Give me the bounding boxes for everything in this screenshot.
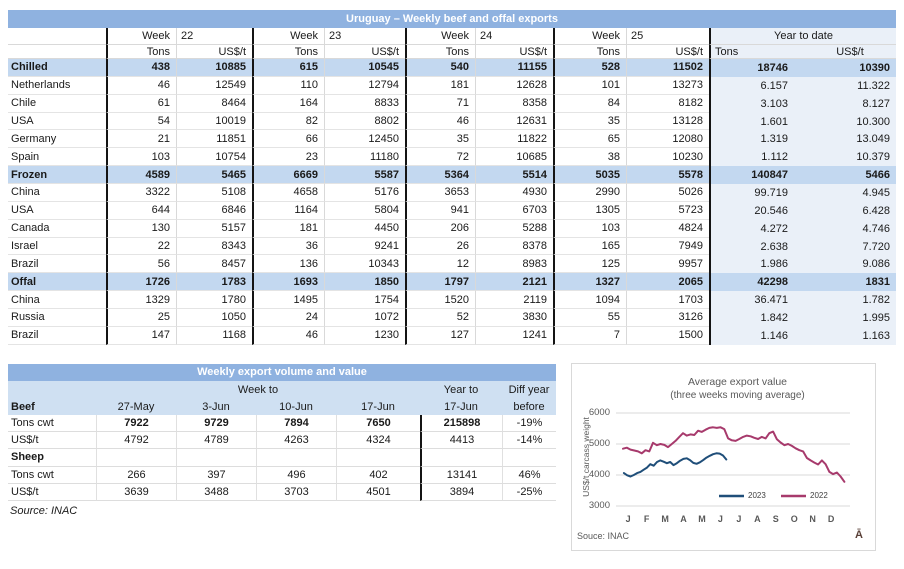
- week-value: 1500: [626, 327, 709, 345]
- ytd-value: 8.127: [804, 95, 896, 113]
- week-value: 1327: [553, 273, 626, 291]
- row-label-spacer: [8, 45, 106, 59]
- week-value: 12: [405, 255, 475, 273]
- table1-title: Uruguay – Weekly beef and offal exports: [8, 10, 896, 28]
- week-value: 941: [405, 202, 475, 220]
- week-value: 7: [553, 327, 626, 345]
- x-month-label: A: [680, 514, 687, 524]
- x-month-label: F: [643, 514, 650, 524]
- week-value: 66: [252, 130, 324, 148]
- ytd-value: 140847: [709, 166, 804, 184]
- data-value: 3703: [256, 484, 336, 501]
- tons-subheader: Tons: [405, 45, 475, 59]
- ytd-value: 2.638: [709, 238, 804, 256]
- x-month-label: S: [772, 514, 779, 524]
- row-label: Sheep: [8, 449, 96, 466]
- week-value: 4824: [626, 220, 709, 238]
- week-value: 65: [553, 130, 626, 148]
- week-value: 4589: [106, 166, 176, 184]
- row-label: Brazil: [8, 327, 106, 345]
- week-header: Week: [252, 28, 324, 45]
- chart-subtitle: (three weeks moving average): [670, 390, 805, 401]
- week-value: 10343: [324, 255, 405, 273]
- week-value: 1780: [176, 291, 252, 309]
- week-value: 71: [405, 95, 475, 113]
- data-value: 3894: [420, 484, 502, 501]
- week-value: 12080: [626, 130, 709, 148]
- week-value: 1241: [475, 327, 553, 345]
- week-value: 52: [405, 309, 475, 327]
- x-month-label: A: [754, 514, 761, 524]
- week-value: 10230: [626, 148, 709, 166]
- row-label: Spain: [8, 148, 106, 166]
- x-month-label: M: [661, 514, 669, 524]
- week-value: 8343: [176, 238, 252, 256]
- week-value: 101: [553, 77, 626, 95]
- week-value: 8464: [176, 95, 252, 113]
- row-label: Tons cwt: [8, 415, 96, 432]
- week-value: 1495: [252, 291, 324, 309]
- week-value: 110: [252, 77, 324, 95]
- week-value: 3126: [626, 309, 709, 327]
- week-value: 46: [405, 113, 475, 131]
- week-value: 9957: [626, 255, 709, 273]
- data-value: 4324: [336, 432, 420, 449]
- week-number: 23: [324, 28, 405, 45]
- week-value: 5465: [176, 166, 252, 184]
- series-line-2022: [623, 427, 844, 482]
- week-value: 24: [252, 309, 324, 327]
- ytd-value: 20.546: [709, 202, 804, 220]
- week-value: 1726: [106, 273, 176, 291]
- ytd-value: 3.103: [709, 95, 804, 113]
- week-value: 12628: [475, 77, 553, 95]
- ytd-value: 10.379: [804, 148, 896, 166]
- week-value: 5804: [324, 202, 405, 220]
- diff-value: 46%: [502, 467, 556, 484]
- week-value: 55: [553, 309, 626, 327]
- row-label: China: [8, 184, 106, 202]
- week-value: 8833: [324, 95, 405, 113]
- ytd-value: 18746: [709, 59, 804, 77]
- week-value: 7949: [626, 238, 709, 256]
- week-value: 82: [252, 113, 324, 131]
- usd-subheader: US$/t: [626, 45, 709, 59]
- week-value: 103: [553, 220, 626, 238]
- week-value: 5176: [324, 184, 405, 202]
- chart-source: Souce: INAC: [577, 531, 630, 541]
- diff-value: -19%: [502, 415, 556, 432]
- weekly-volume-value-table: [8, 364, 556, 517]
- data-value: [176, 449, 256, 466]
- week-value: 3830: [475, 309, 553, 327]
- week-value: 644: [106, 202, 176, 220]
- x-month-label: D: [827, 514, 835, 524]
- week-value: 130: [106, 220, 176, 238]
- week-value: 2119: [475, 291, 553, 309]
- week-value: 5723: [626, 202, 709, 220]
- week-value: 1520: [405, 291, 475, 309]
- week-value: 5035: [553, 166, 626, 184]
- week-value: 8802: [324, 113, 405, 131]
- week-value: 1850: [324, 273, 405, 291]
- ytd-value: 1.782: [804, 291, 896, 309]
- week-value: 5364: [405, 166, 475, 184]
- week-value: 1703: [626, 291, 709, 309]
- table1-grid: [8, 28, 896, 345]
- week-value: 4658: [252, 184, 324, 202]
- row-label: Brazil: [8, 255, 106, 273]
- ytd-value: 10.300: [804, 113, 896, 131]
- y-tick-label: 3000: [588, 500, 610, 511]
- week-number: 25: [626, 28, 709, 45]
- week-value: 5026: [626, 184, 709, 202]
- week-value: 5108: [176, 184, 252, 202]
- week-value: 4930: [475, 184, 553, 202]
- year-to-header: Year to: [420, 381, 502, 398]
- table2-source: Source: INAC: [10, 504, 78, 517]
- ytd-value: 1.995: [804, 309, 896, 327]
- week-date-col: 17-Jun: [336, 398, 420, 415]
- row-label: US$/t: [8, 484, 96, 501]
- series-line-2023: [624, 453, 726, 476]
- ytd-tons-subheader: Tons: [709, 45, 804, 59]
- week-value: 61: [106, 95, 176, 113]
- week-value: 22: [106, 238, 176, 256]
- ytd-value: 1.163: [804, 327, 896, 345]
- week-value: 25: [106, 309, 176, 327]
- week-value: 13273: [626, 77, 709, 95]
- week-value: 35: [405, 130, 475, 148]
- week-date-col: 10-Jun: [256, 398, 336, 415]
- week-value: 84: [553, 95, 626, 113]
- export-value-chart: [571, 363, 876, 551]
- week-value: 46: [252, 327, 324, 345]
- row-label: USA: [8, 202, 106, 220]
- y-tick-label: 5000: [588, 438, 610, 449]
- data-value: 266: [96, 467, 176, 484]
- week-value: 5514: [475, 166, 553, 184]
- row-label: Israel: [8, 238, 106, 256]
- week-date-col: 27-May: [96, 398, 176, 415]
- data-value: 7894: [256, 415, 336, 432]
- week-value: 11851: [176, 130, 252, 148]
- week-value: 38: [553, 148, 626, 166]
- week-value: 2121: [475, 273, 553, 291]
- week-value: 5578: [626, 166, 709, 184]
- week-date-col: 3-Jun: [176, 398, 256, 415]
- data-value: 4263: [256, 432, 336, 449]
- data-value: 496: [256, 467, 336, 484]
- ytd-usd-subheader: US$/t: [804, 45, 896, 59]
- row-label: Offal: [8, 273, 106, 291]
- data-value: 4792: [96, 432, 176, 449]
- chart-y-axis-label: US$/t carcass weight: [581, 417, 591, 497]
- week-number: 24: [475, 28, 553, 45]
- week-value: 46: [106, 77, 176, 95]
- week-value: 3322: [106, 184, 176, 202]
- ytd-value: 10390: [804, 59, 896, 77]
- row-label: Germany: [8, 130, 106, 148]
- week-value: 4450: [324, 220, 405, 238]
- row-label: Canada: [8, 220, 106, 238]
- data-value: [336, 449, 420, 466]
- week-value: 125: [553, 255, 626, 273]
- week-value: 5587: [324, 166, 405, 184]
- ytd-value: 6.157: [709, 77, 804, 95]
- ytd-value: 1.601: [709, 113, 804, 131]
- diff-value: -25%: [502, 484, 556, 501]
- row-label: Tons cwt: [8, 467, 96, 484]
- x-month-label: J: [625, 514, 631, 524]
- week-value: 5288: [475, 220, 553, 238]
- diff-value: [502, 449, 556, 466]
- week-value: 9241: [324, 238, 405, 256]
- week-value: 8983: [475, 255, 553, 273]
- row-label: Russia: [8, 309, 106, 327]
- table2-title: Weekly export volume and value: [8, 364, 556, 381]
- week-header: Week: [553, 28, 626, 45]
- x-month-label: N: [809, 514, 816, 524]
- data-value: 402: [336, 467, 420, 484]
- week-number: 22: [176, 28, 252, 45]
- week-value: 11155: [475, 59, 553, 77]
- row-label: Netherlands: [8, 77, 106, 95]
- week-value: 10545: [324, 59, 405, 77]
- legend-label-2022: 2022: [810, 491, 828, 500]
- week-value: 147: [106, 327, 176, 345]
- tons-subheader: Tons: [553, 45, 626, 59]
- tons-subheader: Tons: [106, 45, 176, 59]
- data-value: 9729: [176, 415, 256, 432]
- usd-subheader: US$/t: [475, 45, 553, 59]
- week-value: 1305: [553, 202, 626, 220]
- data-value: 4501: [336, 484, 420, 501]
- week-value: 11180: [324, 148, 405, 166]
- week-value: 3653: [405, 184, 475, 202]
- week-value: 164: [252, 95, 324, 113]
- week-value: 10885: [176, 59, 252, 77]
- week-value: 540: [405, 59, 475, 77]
- ytd-value: 11.322: [804, 77, 896, 95]
- ytd-value: 4.272: [709, 220, 804, 238]
- x-month-label: J: [717, 514, 723, 524]
- diff-value: -14%: [502, 432, 556, 449]
- ytd-value: 4.945: [804, 184, 896, 202]
- week-value: 8457: [176, 255, 252, 273]
- data-value: 3488: [176, 484, 256, 501]
- data-value: 397: [176, 467, 256, 484]
- inac-logo-glyph: Ā: [855, 529, 863, 541]
- week-value: 11822: [475, 130, 553, 148]
- week-header: Week: [405, 28, 475, 45]
- usd-subheader: US$/t: [176, 45, 252, 59]
- data-value: 13141: [420, 467, 502, 484]
- week-value: 127: [405, 327, 475, 345]
- ytd-value: 1.986: [709, 255, 804, 273]
- ytd-value: 1831: [804, 273, 896, 291]
- x-month-label: J: [736, 514, 742, 524]
- y-tick-label: 4000: [588, 469, 610, 480]
- week-value: 1754: [324, 291, 405, 309]
- week-value: 12631: [475, 113, 553, 131]
- ytd-value: 13.049: [804, 130, 896, 148]
- week-value: 23: [252, 148, 324, 166]
- beef-header: Beef: [8, 398, 96, 415]
- week-value: 528: [553, 59, 626, 77]
- week-value: 6669: [252, 166, 324, 184]
- chart-title: Average export value: [687, 376, 788, 388]
- year-to-date-col: 17-Jun: [420, 398, 502, 415]
- week-value: 2065: [626, 273, 709, 291]
- week-value: 26: [405, 238, 475, 256]
- week-value: 13128: [626, 113, 709, 131]
- ytd-value: 99.719: [709, 184, 804, 202]
- table2-grid: [8, 381, 556, 501]
- corner-spacer: [8, 28, 106, 45]
- data-value: 7650: [336, 415, 420, 432]
- week-header: Week: [106, 28, 176, 45]
- data-value: [96, 449, 176, 466]
- ytd-value: 42298: [709, 273, 804, 291]
- week-value: 12549: [176, 77, 252, 95]
- week-value: 438: [106, 59, 176, 77]
- week-value: 181: [252, 220, 324, 238]
- week-value: 12450: [324, 130, 405, 148]
- week-value: 8182: [626, 95, 709, 113]
- week-value: 10685: [475, 148, 553, 166]
- ytd-header: Year to date: [709, 28, 896, 45]
- row-label: US$/t: [8, 432, 96, 449]
- week-value: 8378: [475, 238, 553, 256]
- week-value: 2990: [553, 184, 626, 202]
- week-value: 136: [252, 255, 324, 273]
- week-value: 72: [405, 148, 475, 166]
- week-value: 8358: [475, 95, 553, 113]
- week-value: 10019: [176, 113, 252, 131]
- data-value: 3639: [96, 484, 176, 501]
- week-value: 1168: [176, 327, 252, 345]
- week-value: 615: [252, 59, 324, 77]
- weekly-exports-table: [8, 10, 896, 345]
- week-value: 1072: [324, 309, 405, 327]
- week-value: 103: [106, 148, 176, 166]
- ytd-value: 6.428: [804, 202, 896, 220]
- data-value: [256, 449, 336, 466]
- week-value: 36: [252, 238, 324, 256]
- ytd-value: 1.146: [709, 327, 804, 345]
- ytd-value: 36.471: [709, 291, 804, 309]
- week-value: 35: [553, 113, 626, 131]
- week-value: 21: [106, 130, 176, 148]
- diff-year-header: Diff year: [502, 381, 556, 398]
- data-value: 4413: [420, 432, 502, 449]
- week-value: 1329: [106, 291, 176, 309]
- row-label: China: [8, 291, 106, 309]
- week-value: 206: [405, 220, 475, 238]
- row-label: USA: [8, 113, 106, 131]
- data-value: 215898: [420, 415, 502, 432]
- week-value: 1094: [553, 291, 626, 309]
- week-value: 54: [106, 113, 176, 131]
- data-value: [420, 449, 502, 466]
- week-value: 10754: [176, 148, 252, 166]
- ytd-value: 1.112: [709, 148, 804, 166]
- week-to-header: Week to: [96, 381, 420, 398]
- week-value: 5157: [176, 220, 252, 238]
- row-label: Chilled: [8, 59, 106, 77]
- y-tick-label: 6000: [588, 407, 610, 418]
- week-value: 1693: [252, 273, 324, 291]
- week-value: 1230: [324, 327, 405, 345]
- x-month-label: M: [698, 514, 706, 524]
- ytd-value: 7.720: [804, 238, 896, 256]
- week-value: 165: [553, 238, 626, 256]
- week-value: 12794: [324, 77, 405, 95]
- x-month-label: O: [790, 514, 798, 524]
- ytd-value: 9.086: [804, 255, 896, 273]
- week-value: 11502: [626, 59, 709, 77]
- week-value: 1783: [176, 273, 252, 291]
- row-label: Frozen: [8, 166, 106, 184]
- data-value: 7922: [96, 415, 176, 432]
- ytd-value: 5466: [804, 166, 896, 184]
- row-label: Chile: [8, 95, 106, 113]
- data-value: 4789: [176, 432, 256, 449]
- week-value: 1050: [176, 309, 252, 327]
- week-date-col: before: [502, 398, 556, 415]
- week-value: 56: [106, 255, 176, 273]
- ytd-value: 1.842: [709, 309, 804, 327]
- week-value: 6703: [475, 202, 553, 220]
- ytd-value: 4.746: [804, 220, 896, 238]
- week-value: 6846: [176, 202, 252, 220]
- legend-label-2023: 2023: [748, 491, 766, 500]
- ytd-value: 1.319: [709, 130, 804, 148]
- corner-spacer: [8, 381, 96, 398]
- week-value: 181: [405, 77, 475, 95]
- usd-subheader: US$/t: [324, 45, 405, 59]
- week-value: 1797: [405, 273, 475, 291]
- tons-subheader: Tons: [252, 45, 324, 59]
- week-value: 1164: [252, 202, 324, 220]
